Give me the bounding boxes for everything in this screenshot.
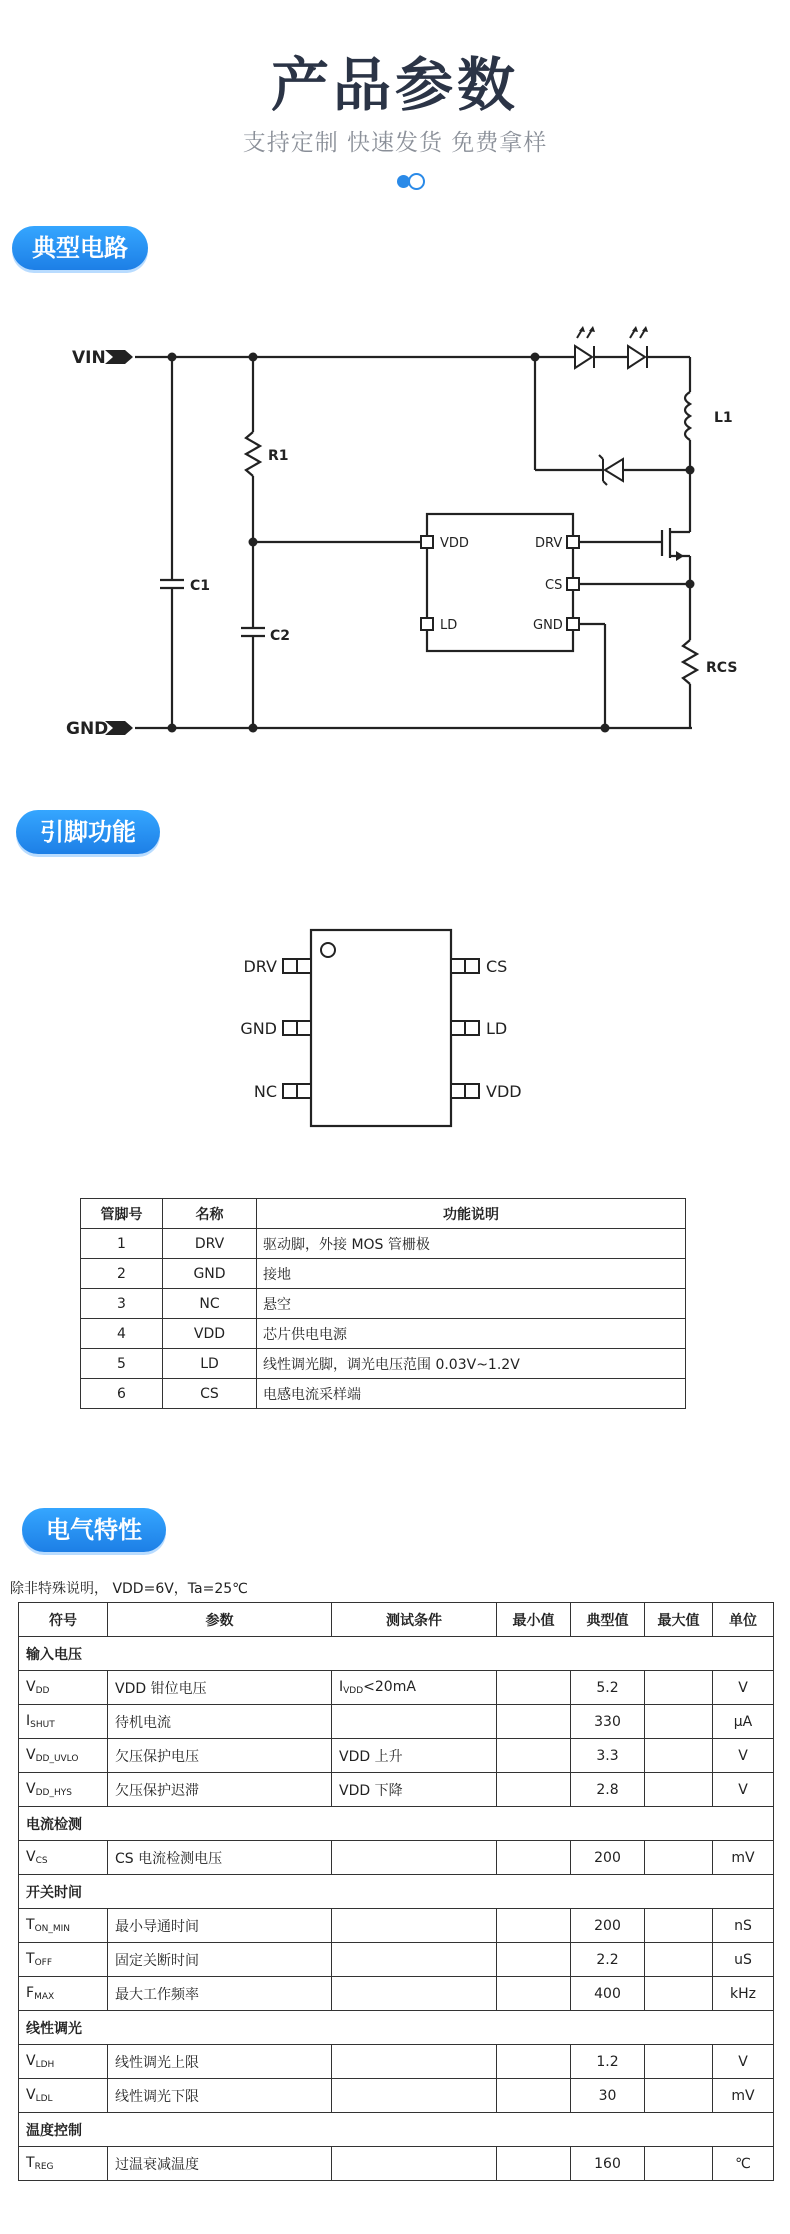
page-subtitle: 支持定制 快速发货 免费拿样 [242, 130, 548, 156]
symbol-main: V [26, 2053, 36, 2069]
symbol-cell [19, 1841, 108, 1875]
parameter-cell [108, 1773, 332, 1807]
column-header: 最大值 [645, 1603, 713, 1637]
section-title-pins [16, 810, 160, 854]
test-condition-note: 除非特殊说明， VDD=6V，Ta=25℃ [10, 1581, 248, 1597]
typ-cell: 200 [571, 1909, 645, 1943]
unit-cell: mV [713, 2079, 774, 2113]
label-rcs: RCS [706, 660, 738, 676]
min-cell [497, 1909, 571, 1943]
parameter-cell [108, 1705, 332, 1739]
pin-number: 5 [81, 1349, 163, 1379]
parameter-cell [108, 2079, 332, 2113]
unit-cell: uS [713, 1943, 774, 1977]
parameter-text: 线性调光上限 [115, 2054, 199, 2071]
max-cell [645, 1773, 713, 1807]
unit-cell: mV [713, 1841, 774, 1875]
parameter-text: 固定关断时间 [115, 1952, 199, 1969]
indicator-dot [408, 173, 425, 190]
table-row [81, 1379, 686, 1409]
typical-circuit-diagram [0, 300, 790, 760]
pin-description: 芯片供电电源 [257, 1319, 686, 1349]
symbol-cell [19, 2147, 108, 2181]
condition-main: VDD 上升 [339, 1748, 403, 1765]
max-cell [645, 2147, 713, 2181]
table-row [81, 1319, 686, 1349]
condition-cell [332, 1909, 497, 1943]
pin-name: DRV [163, 1229, 257, 1259]
symbol-cell [19, 1705, 108, 1739]
symbol-main: T [26, 1951, 35, 1967]
parameter-cell [108, 1739, 332, 1773]
label-r1: R1 [268, 448, 289, 464]
symbol-subscript: REG [34, 2162, 54, 2172]
label-c1: C1 [190, 578, 211, 594]
section-name: 开关时间 [19, 1875, 774, 1909]
table-section-row [19, 1637, 774, 1671]
column-header: 名称 [163, 1199, 257, 1229]
min-cell [497, 1671, 571, 1705]
condition-cell [332, 1739, 497, 1773]
parameter-cell [108, 2045, 332, 2079]
unit-cell: ℃ [713, 2147, 774, 2181]
symbol-subscript: LDL [35, 2094, 53, 2104]
symbol-main: F [26, 1985, 35, 2001]
symbol-main: V [26, 1849, 36, 1865]
table-row [19, 1977, 774, 2011]
symbol-subscript: LDH [35, 2060, 55, 2070]
table-header-row [81, 1199, 686, 1229]
table-row [19, 2079, 774, 2113]
column-header: 功能说明 [257, 1199, 686, 1229]
symbol-main: V [26, 2087, 36, 2103]
parameter-cell [108, 1977, 332, 2011]
table-section-row [19, 1875, 774, 1909]
pin-label-gnd: GND [533, 618, 563, 633]
pin-name: VDD [163, 1319, 257, 1349]
parameter-text: 最大工作频率 [115, 1986, 199, 2003]
table-row [19, 2147, 774, 2181]
max-cell [645, 1739, 713, 1773]
carousel-indicator [397, 173, 431, 189]
package-pin-gnd: GND [240, 1019, 277, 1038]
pin-number: 4 [81, 1319, 163, 1349]
section-name: 线性调光 [19, 2011, 774, 2045]
package-pinout-diagram [230, 920, 550, 1135]
parameter-cell [108, 1671, 332, 1705]
max-cell [645, 2079, 713, 2113]
typ-cell: 200 [571, 1841, 645, 1875]
pin-description: 线性调光脚，调光电压范围 0.03V~1.2V [257, 1349, 686, 1379]
symbol-subscript: OFF [34, 1958, 52, 1968]
pin-label-drv: DRV [535, 536, 563, 551]
table-row [19, 1671, 774, 1705]
unit-cell: V [713, 1671, 774, 1705]
table-section-row [19, 2113, 774, 2147]
table-row [81, 1349, 686, 1379]
condition-cell [332, 1977, 497, 2011]
min-cell [497, 1739, 571, 1773]
symbol-main: T [26, 2155, 35, 2171]
max-cell [645, 1671, 713, 1705]
column-header: 符号 [19, 1603, 108, 1637]
condition-cell [332, 2045, 497, 2079]
typ-cell: 1.2 [571, 2045, 645, 2079]
column-header: 最小值 [497, 1603, 571, 1637]
table-section-row [19, 2011, 774, 2045]
pin-name: LD [163, 1349, 257, 1379]
symbol-main: V [26, 1747, 36, 1763]
symbol-cell [19, 1909, 108, 1943]
section-name: 电流检测 [19, 1807, 774, 1841]
parameter-text: 过温衰减温度 [115, 2156, 199, 2173]
unit-cell: nS [713, 1909, 774, 1943]
table-row [19, 1943, 774, 1977]
min-cell [497, 1841, 571, 1875]
condition-rest: <20mA [363, 1679, 416, 1695]
pin-label-cs: CS [545, 578, 563, 593]
symbol-main: T [26, 1917, 35, 1933]
max-cell [645, 1841, 713, 1875]
parameter-cell [108, 2147, 332, 2181]
table-row [19, 1739, 774, 1773]
max-cell [645, 1909, 713, 1943]
section-name: 温度控制 [19, 2113, 774, 2147]
typ-cell: 2.8 [571, 1773, 645, 1807]
symbol-cell [19, 2045, 108, 2079]
condition-main: VDD 下降 [339, 1782, 403, 1799]
pin-number: 2 [81, 1259, 163, 1289]
section-title-electrical [22, 1508, 166, 1552]
typ-cell: 3.3 [571, 1739, 645, 1773]
pin-label-vdd: VDD [440, 536, 469, 551]
table-row [19, 1705, 774, 1739]
condition-subscript: VDD [343, 1686, 364, 1696]
symbol-subscript: DD_HYS [35, 1788, 72, 1798]
section-title-electrical-text: 电气特性 [46, 1516, 142, 1544]
label-l1: L1 [714, 410, 733, 426]
max-cell [645, 1977, 713, 2011]
pin-description: 悬空 [257, 1289, 686, 1319]
condition-cell [332, 2079, 497, 2113]
unit-cell: V [713, 1773, 774, 1807]
table-row [19, 1773, 774, 1807]
parameter-text: 最小导通时间 [115, 1918, 199, 1935]
unit-cell: µA [713, 1705, 774, 1739]
condition-cell [332, 1671, 497, 1705]
table-header-row [19, 1603, 774, 1637]
pin-description: 电感电流采样端 [257, 1379, 686, 1409]
label-vin: VIN [72, 348, 106, 368]
package-pin-ld: LD [486, 1019, 508, 1038]
column-header: 典型值 [571, 1603, 645, 1637]
symbol-cell [19, 1773, 108, 1807]
column-header: 管脚号 [81, 1199, 163, 1229]
symbol-cell [19, 1671, 108, 1705]
pin-function-table [80, 1198, 686, 1409]
symbol-subscript: ON_MIN [34, 1924, 71, 1934]
min-cell [497, 1943, 571, 1977]
min-cell [497, 2147, 571, 2181]
typ-cell: 330 [571, 1705, 645, 1739]
parameter-cell [108, 1909, 332, 1943]
page-title: 产品参数 [270, 51, 519, 119]
symbol-subscript: SHUT [30, 1720, 55, 1730]
condition-cell [332, 2147, 497, 2181]
table-row [19, 2045, 774, 2079]
pin-description: 接地 [257, 1259, 686, 1289]
table-row [19, 1841, 774, 1875]
section-title-pins-text: 引脚功能 [40, 818, 136, 846]
symbol-subscript: CS [35, 1856, 48, 1866]
unit-cell: kHz [713, 1977, 774, 2011]
pin-name: GND [163, 1259, 257, 1289]
condition-main: I [339, 1679, 344, 1695]
package-pin-drv: DRV [243, 957, 277, 976]
column-header: 参数 [108, 1603, 332, 1637]
min-cell [497, 1773, 571, 1807]
typ-cell: 400 [571, 1977, 645, 2011]
label-c2: C2 [270, 628, 291, 644]
pin-number: 1 [81, 1229, 163, 1259]
package-pin-cs: CS [486, 957, 508, 976]
table-row [81, 1289, 686, 1319]
table-row [81, 1259, 686, 1289]
section-title-circuit-text: 典型电路 [32, 234, 128, 262]
max-cell [645, 2045, 713, 2079]
unit-cell: V [713, 2045, 774, 2079]
parameter-text: CS 电流检测电压 [115, 1850, 223, 1867]
package-pin-vdd: VDD [486, 1082, 522, 1101]
condition-cell [332, 1705, 497, 1739]
symbol-subscript: DD [35, 1686, 50, 1696]
pin-name: CS [163, 1379, 257, 1409]
pin-label-ld: LD [440, 618, 458, 633]
parameter-cell [108, 1841, 332, 1875]
column-header: 测试条件 [332, 1603, 497, 1637]
label-gnd: GND [66, 719, 109, 739]
condition-cell [332, 1841, 497, 1875]
symbol-cell [19, 1739, 108, 1773]
table-section-row [19, 1807, 774, 1841]
symbol-main: V [26, 1781, 36, 1797]
parameter-cell [108, 1943, 332, 1977]
parameter-text: 线性调光下限 [115, 2088, 199, 2105]
pin-name: NC [163, 1289, 257, 1319]
section-title-circuit [12, 226, 148, 270]
symbol-cell [19, 1943, 108, 1977]
symbol-main: V [26, 1679, 36, 1695]
parameter-text: 欠压保护迟滞 [115, 1782, 199, 1799]
min-cell [497, 1977, 571, 2011]
condition-cell [332, 1943, 497, 1977]
typ-cell: 5.2 [571, 1671, 645, 1705]
parameter-text: 欠压保护电压 [115, 1748, 199, 1765]
section-name: 输入电压 [19, 1637, 774, 1671]
typ-cell: 160 [571, 2147, 645, 2181]
typ-cell: 30 [571, 2079, 645, 2113]
pin-description: 驱动脚，外接 MOS 管栅极 [257, 1229, 686, 1259]
symbol-cell [19, 2079, 108, 2113]
table-row [19, 1909, 774, 1943]
symbol-cell [19, 1977, 108, 2011]
electrical-characteristics-table [18, 1602, 774, 2181]
symbol-main: I [26, 1713, 31, 1729]
condition-cell [332, 1773, 497, 1807]
symbol-subscript: DD_UVLO [35, 1754, 79, 1764]
parameter-text: 待机电流 [115, 1714, 171, 1731]
max-cell [645, 1705, 713, 1739]
table-row [81, 1229, 686, 1259]
min-cell [497, 1705, 571, 1739]
min-cell [497, 2079, 571, 2113]
max-cell [645, 1943, 713, 1977]
symbol-subscript: MAX [34, 1992, 55, 2002]
parameter-text: VDD 钳位电压 [115, 1680, 207, 1697]
min-cell [497, 2045, 571, 2079]
column-header: 单位 [713, 1603, 774, 1637]
typ-cell: 2.2 [571, 1943, 645, 1977]
unit-cell: V [713, 1739, 774, 1773]
pin-number: 3 [81, 1289, 163, 1319]
pin-number: 6 [81, 1379, 163, 1409]
package-pin-nc: NC [253, 1082, 277, 1101]
